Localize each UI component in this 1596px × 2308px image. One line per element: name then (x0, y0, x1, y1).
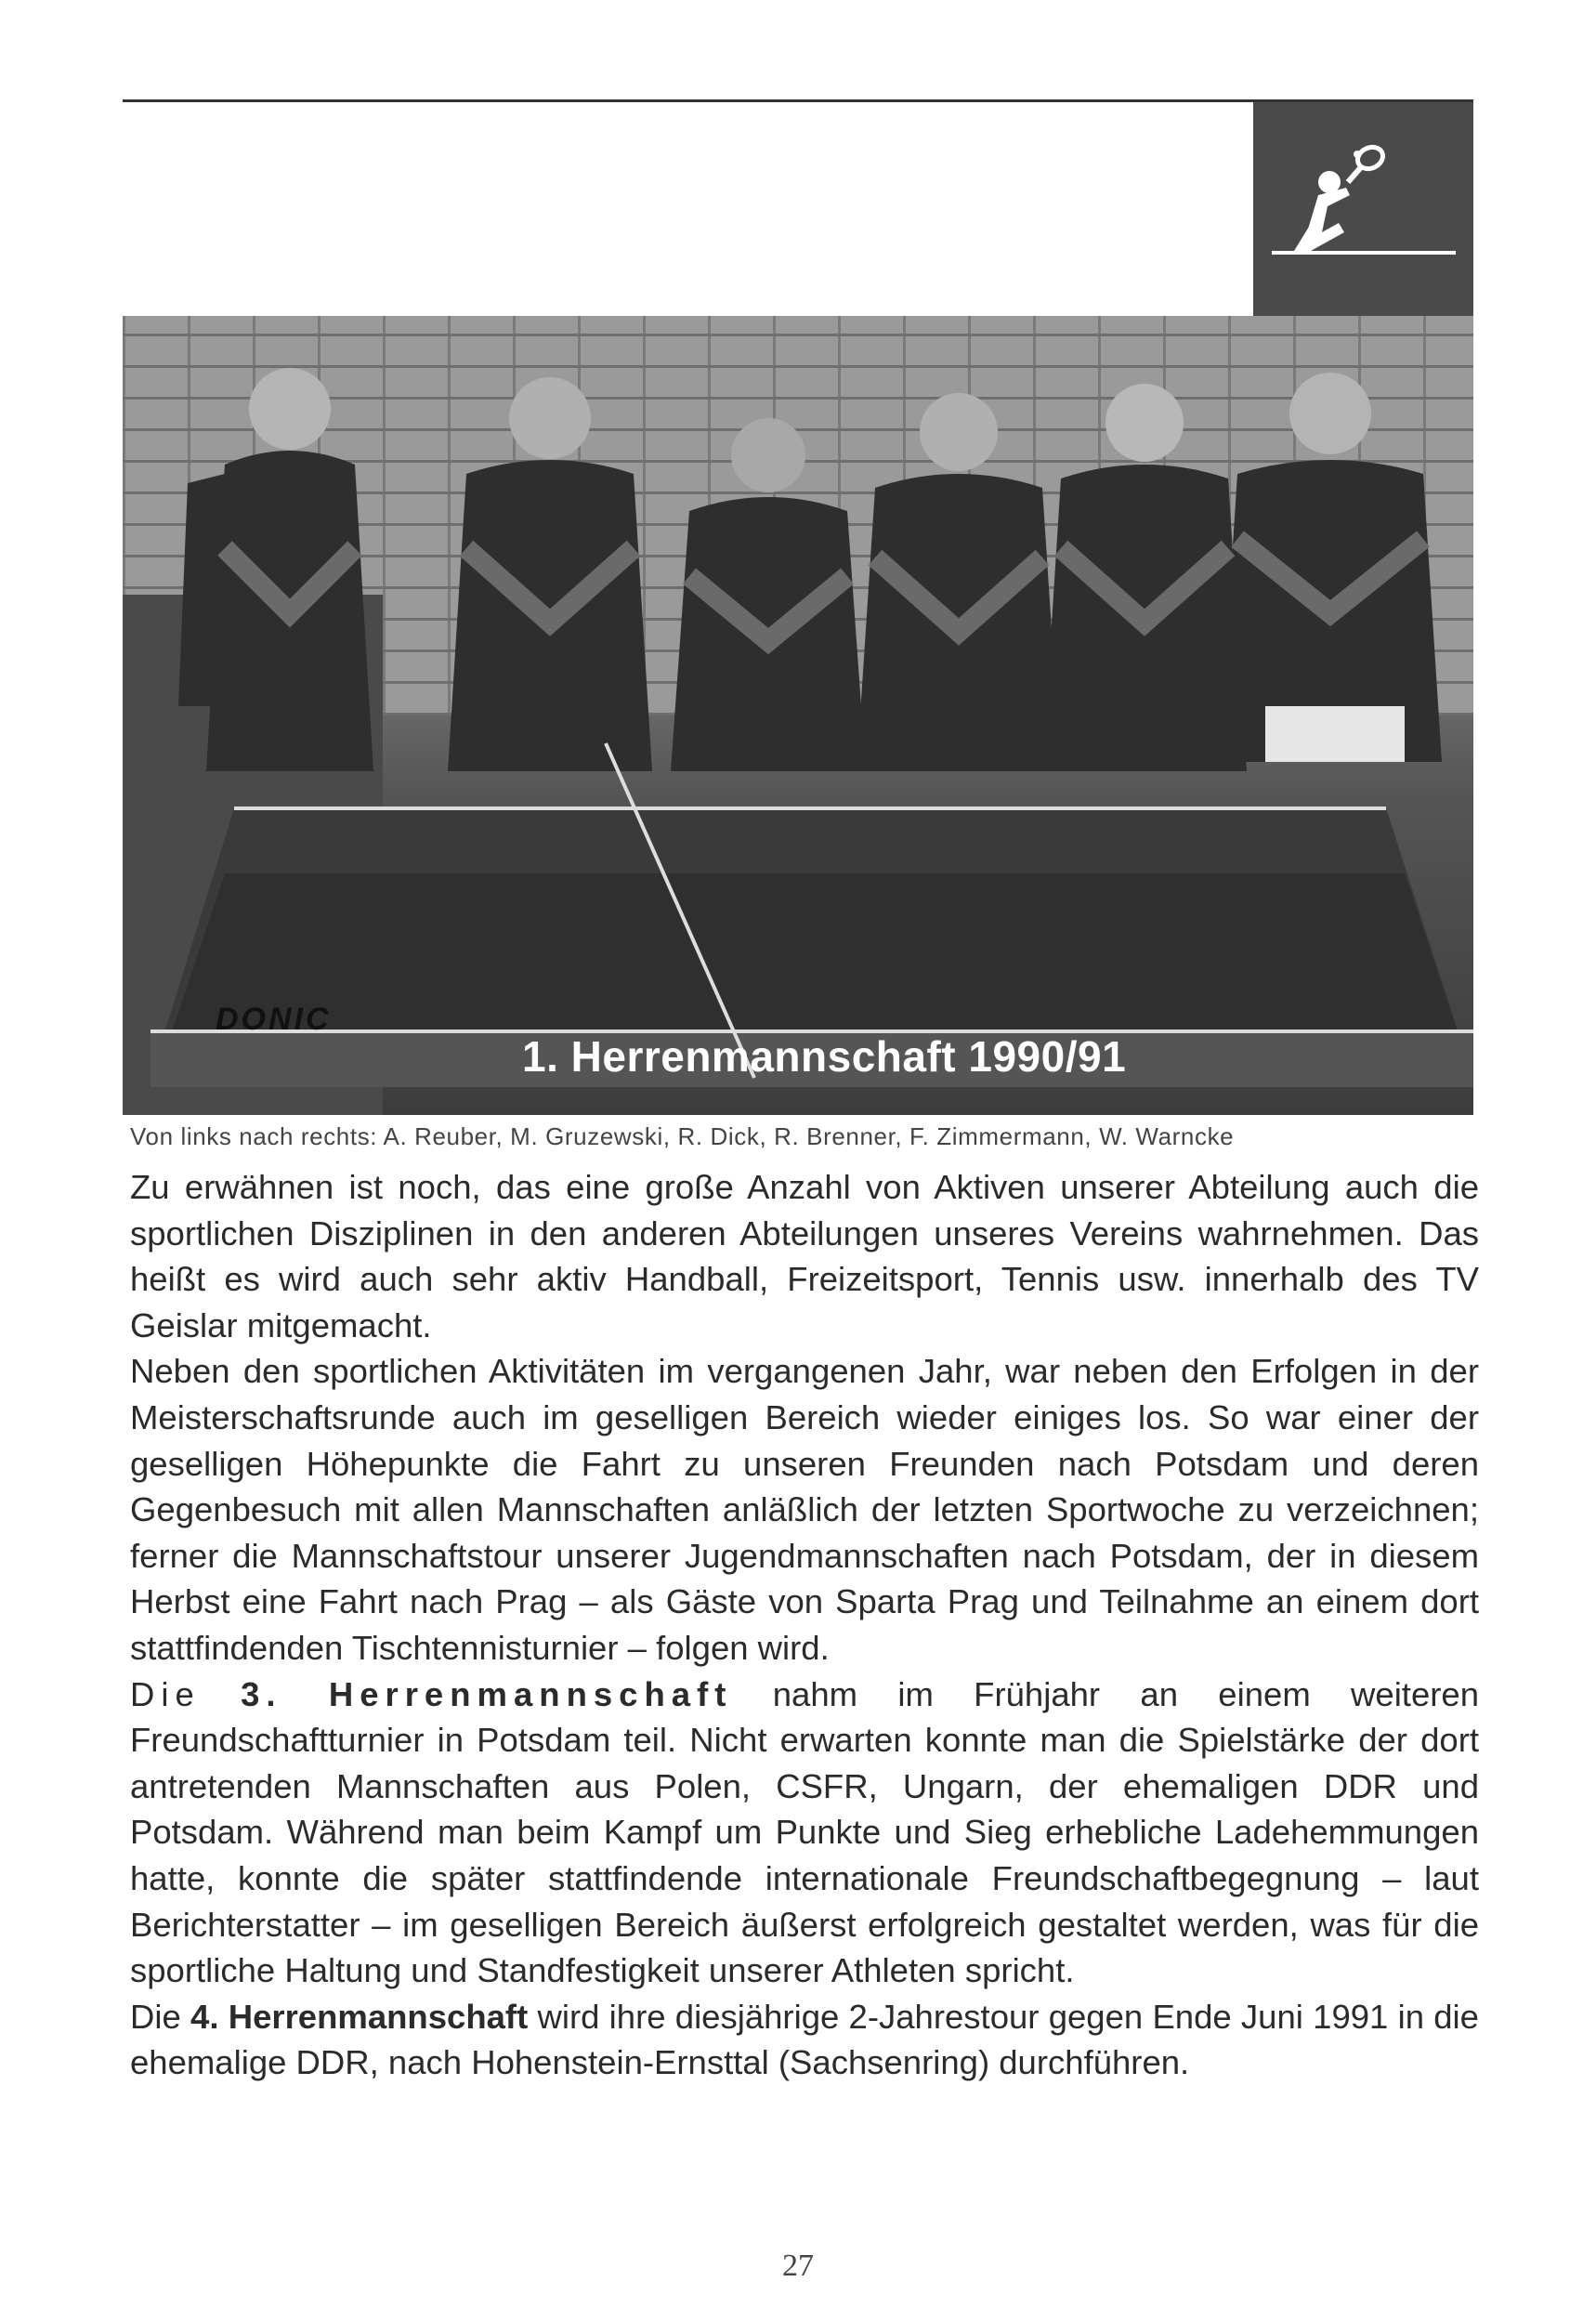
paragraph-4-bold: 4. Herrenmannschaft (190, 1997, 529, 2036)
paragraph-2: Neben den sportlichen Aktivitäten im vergangenen Jahr, war neben den Erfolgen in der Meisterschaftsrunde auch im geselligen Bereich wieder einiges los. So war einer der geselligen Höhepunkte die Fahrt zu unseren Freunden nach Potsdam und deren Gegenbesuch mit allen Mannschaften anläßlich der letzten Sportwoche zu verzeichnen; ferner die Mannschaftstour unserer Jugendmannschaften nach Potsdam, der in diesem Herbst eine Fahrt nach Prag – als Gäste von Sparta Prag und Teilnahme an einem dort stattfindenden Tischtennisturnier – folgen wird. (130, 1352, 1479, 1667)
players-illustration (123, 316, 1473, 1115)
article-body (130, 1164, 1479, 2086)
table-brand-logo: DONIC (216, 1002, 332, 1037)
table-tennis-player-icon (1253, 102, 1473, 316)
paragraph-3 (130, 1672, 1479, 1994)
team-photo (123, 316, 1473, 1115)
paragraph-3-bold: 3. Herrenmannschaft (241, 1674, 733, 1713)
paragraph-4-text: wird ihre diesjährige 2-Jahrestour gegen Ende Juni 1991 in die ehemalige DDR, nach Hohenstein-Ernsttal (Sachsenring) durchführen. (130, 1997, 1479, 2082)
paragraph-4-prefix: Die (130, 1997, 181, 2036)
paragraph-3-prefix: Die (130, 1674, 201, 1713)
paragraph-3-text: nahm im Frühjahr an einem weiteren Freundschaftturnier in Potsdam teil. Nicht erwarten konnte man die Spielstärke der dort antretenden Mannschaften aus Polen, CSFR, Ungarn, der ehemaligen DDR und Potsdam. Während man beim Kampf um Punkte und Sieg erhebliche Ladehemmungen hatte, konnte die später stattfindende internationale Freundschaftbegegnung – laut Berichterstatter – im geselligen Bereich äußerst erfolgreich gestaltet werden, was für die sportliche Haltung und Standfestigkeit unserer Athleten spricht. (130, 1674, 1479, 1990)
photo-overlay-caption: 1. Herrenmannschaft 1990/91 (522, 1032, 1127, 1081)
photo-credit: Von links nach rechts: A. Reuber, M. Gruzewski, R. Dick, R. Brenner, F. Zimmermann, W. Warncke (130, 1122, 1235, 1150)
page-number: 27 (782, 2249, 814, 2283)
paragraph-1: Zu erwähnen ist noch, das eine große Anzahl von Aktiven unserer Abteilung auch die sportlichen Disziplinen in den anderen Abteilungen unseres Vereins wahrnehmen. Das heißt es wird auch sehr aktiv Handball, Freizeitsport, Tennis usw. innerhalb des TV Geislar mitgemacht. (130, 1168, 1479, 1344)
paragraph-4 (130, 1994, 1479, 2086)
